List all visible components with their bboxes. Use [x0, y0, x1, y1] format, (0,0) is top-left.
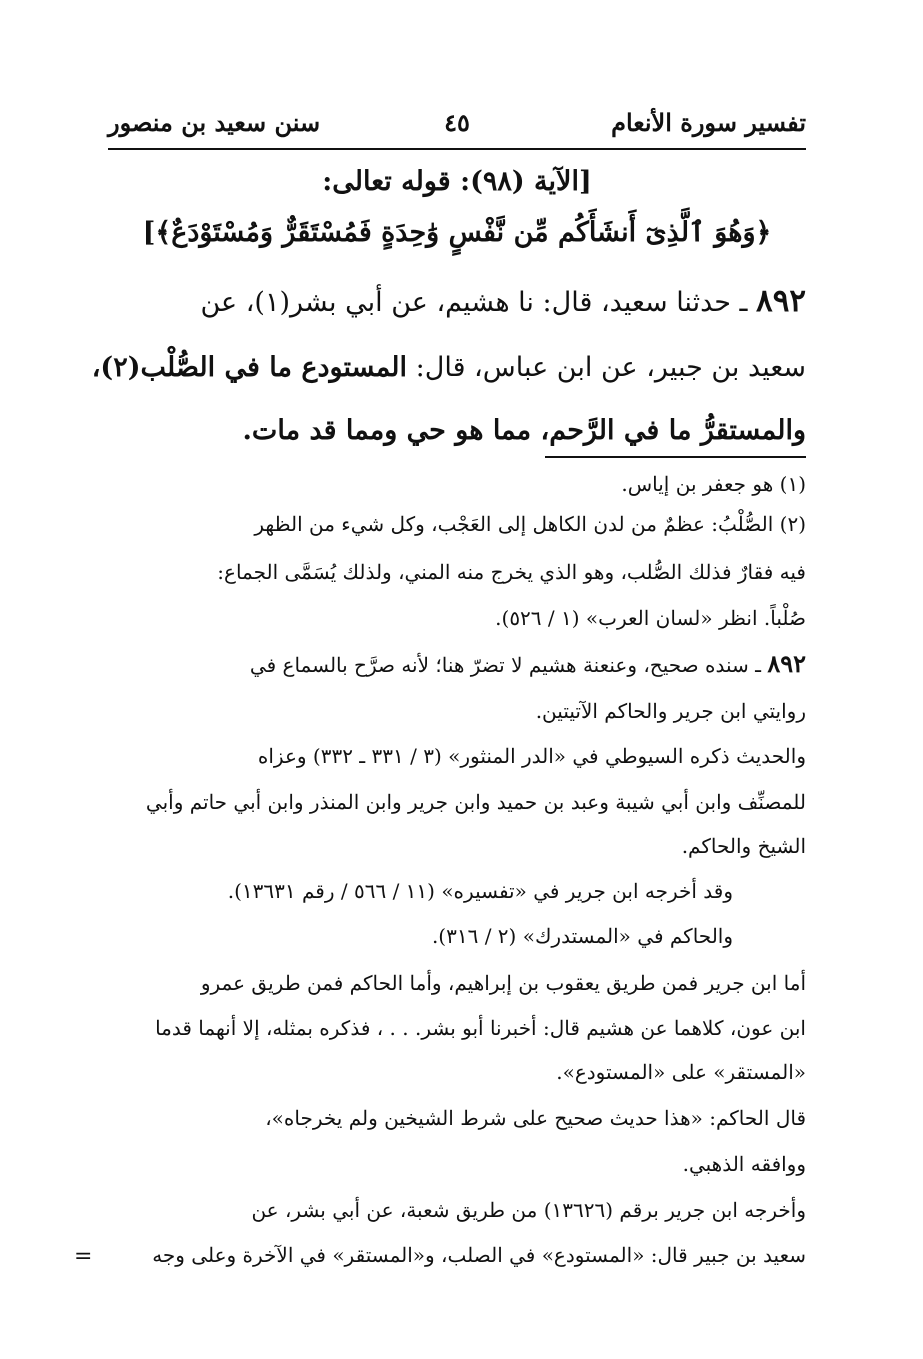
commentary-line-11: قال الحاكم: «هذا حديث صحيح على شرط الشيخين ولم يخرجاه»،	[265, 1106, 806, 1130]
footnote-separator	[545, 456, 806, 458]
ayah-quote: ﴿وَهُوَ ٱلَّذِىٓ أَنشَأَكُم مِّن نَّفْسٍ وَٰحِدَةٍ فَمُسْتَقَرٌّ وَمُسْتَوْدَعٌ﴾]	[142, 217, 772, 248]
continuation-mark: =	[74, 1244, 93, 1269]
hadith-line-2-text: سعيد بن جبير، عن ابن عباس، قال:	[407, 352, 806, 383]
commentary-line-7: والحاكم في «المستدرك» (٢ / ٣١٦).	[431, 924, 733, 948]
commentary-line-12: ووافقه الذهبي.	[682, 1152, 806, 1176]
footnote-2-line-2: فيه فقارٌ فذلك الصُّلب، وهو الذي يخرج منه المني، ولذلك يُسَمَّى الجماع:	[217, 560, 806, 584]
commentary-line-9: ابن عون، كلاهما عن هشيم قال: أخبرنا أبو بشر. . . ، فذكره بمثله، إلا أنهما قدما	[155, 1016, 806, 1040]
hadith-number: ٨٩٢	[756, 283, 806, 319]
hadith-line-1-text: ـ حدثنا سعيد، قال: نا هشيم، عن أبي بشر(١)، عن	[200, 287, 748, 318]
commentary-line-5: الشيخ والحاكم.	[681, 834, 806, 858]
footnote-2-line-1: (٢) الصُّلْبُ: عظمٌ من لدن الكاهل إلى العَجْب، وكل شيء من الظهر	[254, 512, 806, 536]
hadith-line-1	[108, 284, 806, 320]
page-number: ٤٥	[444, 108, 470, 137]
commentary-line-4: للمصنِّف وابن أبي شيبة وعبد بن حميد وابن جرير وابن المنذر وابن أبي حاتم وأبي	[145, 790, 806, 814]
commentary-line-6: وقد أخرجه ابن جرير في «تفسيره» (١١ / ٥٦٦ / رقم ١٣٦٣١).	[227, 879, 733, 903]
hadith-line-2	[91, 351, 806, 385]
commentary-line-10: «المستقر» على «المستودع».	[556, 1060, 806, 1084]
commentary-line-8: أما ابن جرير فمن طريق يعقوب بن إبراهيم، وأما الحاكم فمن طريق عمرو	[200, 971, 806, 995]
footnote-2-line-3: صُلْباً. انظر «لسان العرب» (١ / ٥٢٦).	[495, 606, 806, 630]
commentary-number: ٨٩٢	[767, 649, 806, 678]
commentary-line-14: سعيد بن جبير قال: «المستودع» في الصلب، و«المستقر» في الآخرة وعلى وجه	[152, 1243, 806, 1267]
commentary-line-1-text: ـ سنده صحيح، وعنعنة هشيم لا تضرّ هنا؛ لأنه صرَّح بالسماع في	[249, 653, 761, 677]
commentary-line-1	[108, 650, 806, 679]
commentary-line-13: وأخرجه ابن جرير برقم (١٣٦٢٦) من طريق شعبة، عن أبي بشر، عن	[251, 1198, 806, 1222]
footnote-1: (١) هو جعفر بن إياس.	[621, 472, 806, 496]
ayah-heading: [الآية (٩٨): قوله تعالى:	[322, 166, 592, 197]
hadith-line-2-bold: المستودع ما في الصُّلْب(٢)،	[91, 352, 408, 383]
commentary-line-2: روايتي ابن جرير والحاكم الآتيتين.	[535, 699, 806, 723]
header-chapter-title: تفسير سورة الأنعام	[611, 108, 806, 137]
header-rule	[108, 148, 806, 150]
hadith-line-3: والمستقرُّ ما في الرَّحم، مما هو حي ومما قد مات.	[242, 415, 806, 446]
commentary-line-3: والحديث ذكره السيوطي في «الدر المنثور» (٣ / ٣٣١ ـ ٣٣٢) وعزاه	[257, 744, 806, 768]
header-book-title: سنن سعيد بن منصور	[108, 108, 321, 137]
running-header	[108, 108, 806, 144]
